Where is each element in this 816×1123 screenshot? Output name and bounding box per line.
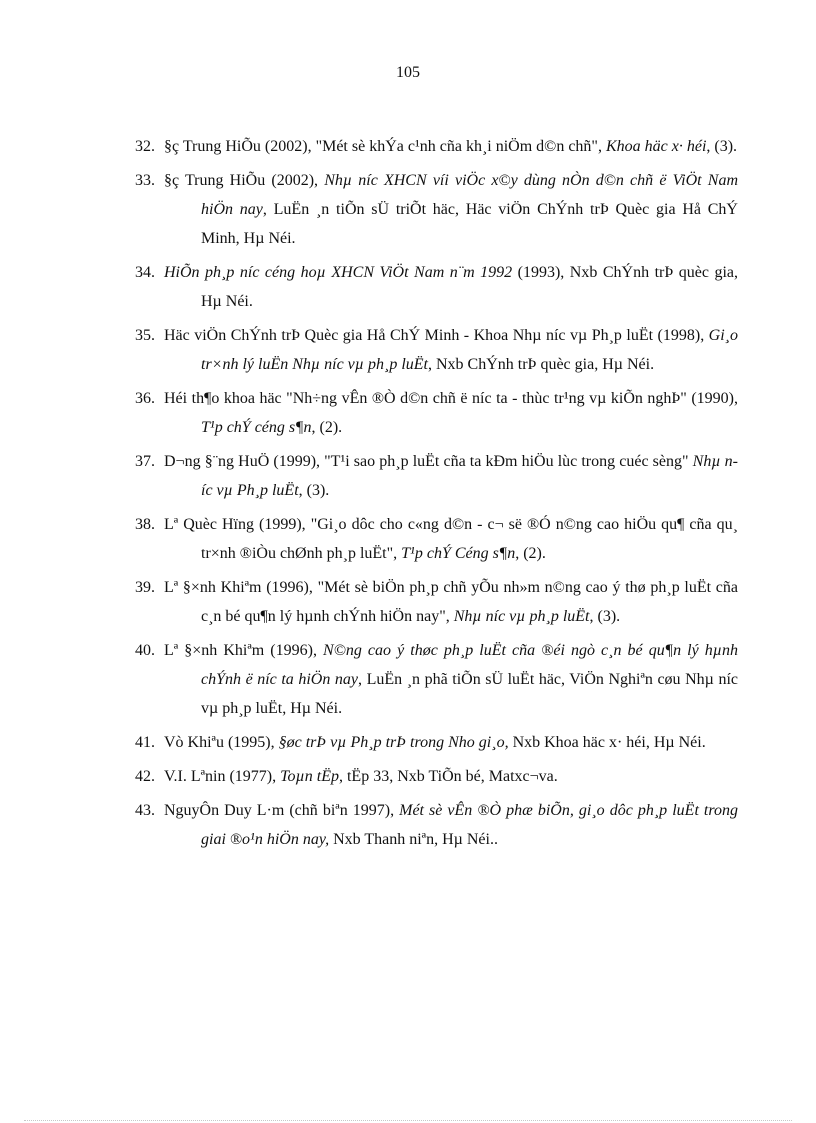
reference-number: 33.: [135, 172, 155, 189]
reference-number: 42.: [135, 768, 155, 785]
reference-text: , tËp 33, Nxb TiÕn bé, Matxc¬va.: [338, 768, 558, 785]
reference-text: , LuËn ¸n tiÕn sÜ triÕt häc, Häc viÖn ChÝnh trÞ Quèc gia Hå ChÝ Minh, Hµ Néi.: [201, 201, 738, 247]
reference-text: Héi th¶o khoa häc "Nh÷ng vÊn ®Ò d©n chñ ë níc ta - thùc tr¹ng vµ kiÕn nghÞ" (1990),: [164, 390, 738, 407]
reference-number: 39.: [135, 579, 155, 596]
reference-title: Nhµ níc vµ Ph¸p luËt: [201, 453, 738, 499]
reference-item: [135, 321, 738, 379]
reference-text: Lª Quèc Hïng (1999), "Gi¸o dôc cho c«ng d©n - c¬ së ®Ó n©ng cao hiÖu qu¶ cña qu¸ tr×nh ®iÒu chØnh ph¸p luËt",: [164, 516, 738, 562]
reference-item: [135, 796, 738, 854]
reference-text: , (2).: [515, 545, 546, 562]
reference-text: , Nxb ChÝnh trÞ quèc gia, Hµ Néi.: [427, 356, 655, 373]
reference-item: [135, 384, 738, 442]
reference-title: T¹p chÝ Céng s¶n: [401, 545, 516, 562]
reference-text: Nxb Thanh niªn, Hµ Néi..: [329, 831, 498, 848]
reference-item: [135, 132, 738, 161]
reference-title: §øc trÞ vµ Ph¸p trÞ trong Nho gi¸o,: [278, 734, 509, 751]
reference-text: , (2).: [311, 419, 343, 436]
reference-number: 35.: [135, 327, 155, 344]
reference-text: Lª §×nh Khiªm (1996),: [164, 642, 324, 659]
reference-text: , (3).: [589, 608, 621, 625]
reference-text: , LuËn ¸n phã tiÕn sÜ luËt häc, ViÖn Nghiªn cøu Nhµ níc vµ ph¸p luËt, Hµ Néi.: [201, 671, 738, 717]
reference-text: Lª §×nh Khiªm (1996), "Mét sè biÖn ph¸p chñ yÕu nh»m n©ng cao ý thø ph¸p luËt cña c¸n bé qu¶n lý hµnh chÝnh hiÖn nay",: [164, 579, 738, 625]
reference-title: Mét sè vÊn ®Ò phæ biÕn, gi¸o dôc ph¸p luËt trong giai ®o¹n hiÖn nay,: [201, 802, 739, 848]
reference-title: Gi¸o tr×nh lý luËn Nhµ níc vµ ph¸p luËt: [201, 327, 738, 373]
reference-number: 40.: [135, 642, 155, 659]
reference-number: 38.: [135, 516, 155, 533]
reference-number: 43.: [135, 802, 155, 819]
reference-text: Häc viÖn ChÝnh trÞ Quèc gia Hå ChÝ Minh - Khoa Nhµ níc vµ Ph¸p luËt (1998),: [164, 327, 709, 344]
reference-item: [135, 762, 738, 791]
reference-number: 41.: [135, 734, 155, 751]
reference-text: , (3).: [706, 138, 738, 155]
reference-title: Nhµ níc XHCN víi viÖc x©y dùng nÒn d©n chñ ë ViÖt Nam hiÖn nay: [201, 172, 738, 218]
reference-text: D¬ng §¨ng HuÖ (1999), "T¹i sao ph¸p luËt cña ta kÐm hiÖu lùc trong cuéc sèng": [164, 453, 693, 470]
reference-text: (1993), Nxb ChÝnh trÞ quèc gia, Hµ Néi.: [201, 264, 739, 310]
reference-title: T¹p chÝ céng s¶n: [201, 419, 312, 436]
reference-item: [135, 510, 738, 568]
reference-text: §ç Trung HiÕu (2002), "Mét sè khÝa c¹nh cña kh¸i niÖm d©n chñ",: [164, 138, 606, 155]
reference-number: 37.: [135, 453, 155, 470]
reference-item: [135, 166, 738, 253]
footer-divider: [24, 1120, 792, 1121]
reference-item: [135, 447, 738, 505]
reference-list: [135, 132, 738, 859]
reference-item: [135, 258, 738, 316]
reference-title: Khoa häc x· héi: [605, 138, 707, 155]
page-number: 105: [396, 64, 420, 81]
reference-number: 34.: [135, 264, 155, 281]
reference-title: N©ng cao ý thøc ph¸p luËt cña ®éi ngò c¸n bé qu¶n lý hµnh chÝnh ë níc ta hiÖn nay: [201, 642, 738, 688]
reference-text: Nxb Khoa häc x· héi, Hµ Néi.: [508, 734, 706, 751]
reference-item: [135, 573, 738, 631]
reference-item: [135, 728, 738, 757]
reference-text: , (3).: [298, 482, 330, 499]
reference-item: [135, 636, 738, 723]
reference-text: §ç Trung HiÕu (2002),: [164, 172, 325, 189]
reference-title: Toµn tËp: [280, 768, 339, 785]
reference-text: NguyÔn Duy L·m (chñ biªn 1997),: [164, 802, 400, 819]
reference-text: V.I. Lªnin (1977),: [164, 768, 281, 785]
reference-number: 32.: [135, 138, 155, 155]
reference-text: Vò Khiªu (1995),: [164, 734, 279, 751]
reference-number: 36.: [135, 390, 155, 407]
reference-title: HiÕn ph¸p níc céng hoµ XHCN ViÖt Nam n¨m 1992: [164, 264, 513, 281]
reference-title: Nhµ níc vµ ph¸p luËt: [453, 608, 590, 625]
